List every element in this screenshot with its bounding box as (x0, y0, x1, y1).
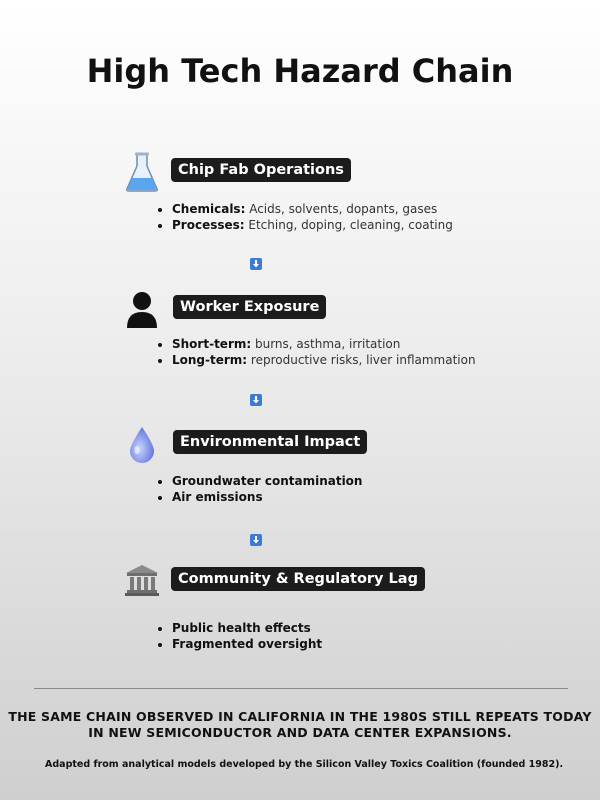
stage-heading: Community & Regulatory Lag (171, 567, 425, 591)
list-item: • Air emissions (172, 489, 362, 505)
stage-item-list (160, 473, 362, 505)
divider (34, 688, 568, 689)
stage-chip-fab (120, 150, 560, 232)
list-item: • Short-term: burns, asthma, irritation (172, 336, 476, 352)
stage-heading: Environmental Impact (173, 430, 367, 454)
stage-item-list (160, 620, 322, 652)
summary-statement: THE SAME CHAIN OBSERVED IN CALIFORNIA IN THE 1980S STILL REPEATS TODAY IN NEW SEMICONDUCTOR AND DATA CENTER EXPANSIONS. (8, 709, 592, 740)
government-building-icon (120, 559, 164, 603)
flask-icon (120, 150, 164, 194)
stage-item-list (160, 336, 476, 368)
stage-community-regulatory (120, 559, 560, 651)
list-item: • Chemicals: Acids, solvents, dopants, gases (172, 201, 453, 217)
stage-heading: Chip Fab Operations (171, 158, 351, 182)
stage-heading: Worker Exposure (173, 295, 326, 319)
stage-worker-exposure (120, 287, 560, 367)
stage-item-list (160, 201, 453, 233)
list-item: • Fragmented oversight (172, 636, 322, 652)
list-item: • Groundwater contamination (172, 473, 362, 489)
down-arrow-icon (250, 534, 262, 546)
down-arrow-icon (250, 258, 262, 270)
stage-environmental-impact (120, 422, 560, 504)
list-item: • Long-term: reproductive risks, liver inflammation (172, 352, 476, 368)
list-item: • Public health effects (172, 620, 322, 636)
page-title: High Tech Hazard Chain (86, 52, 514, 90)
source-note: Adapted from analytical models developed by the Silicon Valley Toxics Coalition (founded 1982). (45, 759, 564, 770)
down-arrow-icon (250, 394, 262, 406)
person-icon (120, 287, 164, 331)
list-item: • Processes: Etching, doping, cleaning, coating (172, 217, 453, 233)
droplet-icon (120, 422, 164, 466)
